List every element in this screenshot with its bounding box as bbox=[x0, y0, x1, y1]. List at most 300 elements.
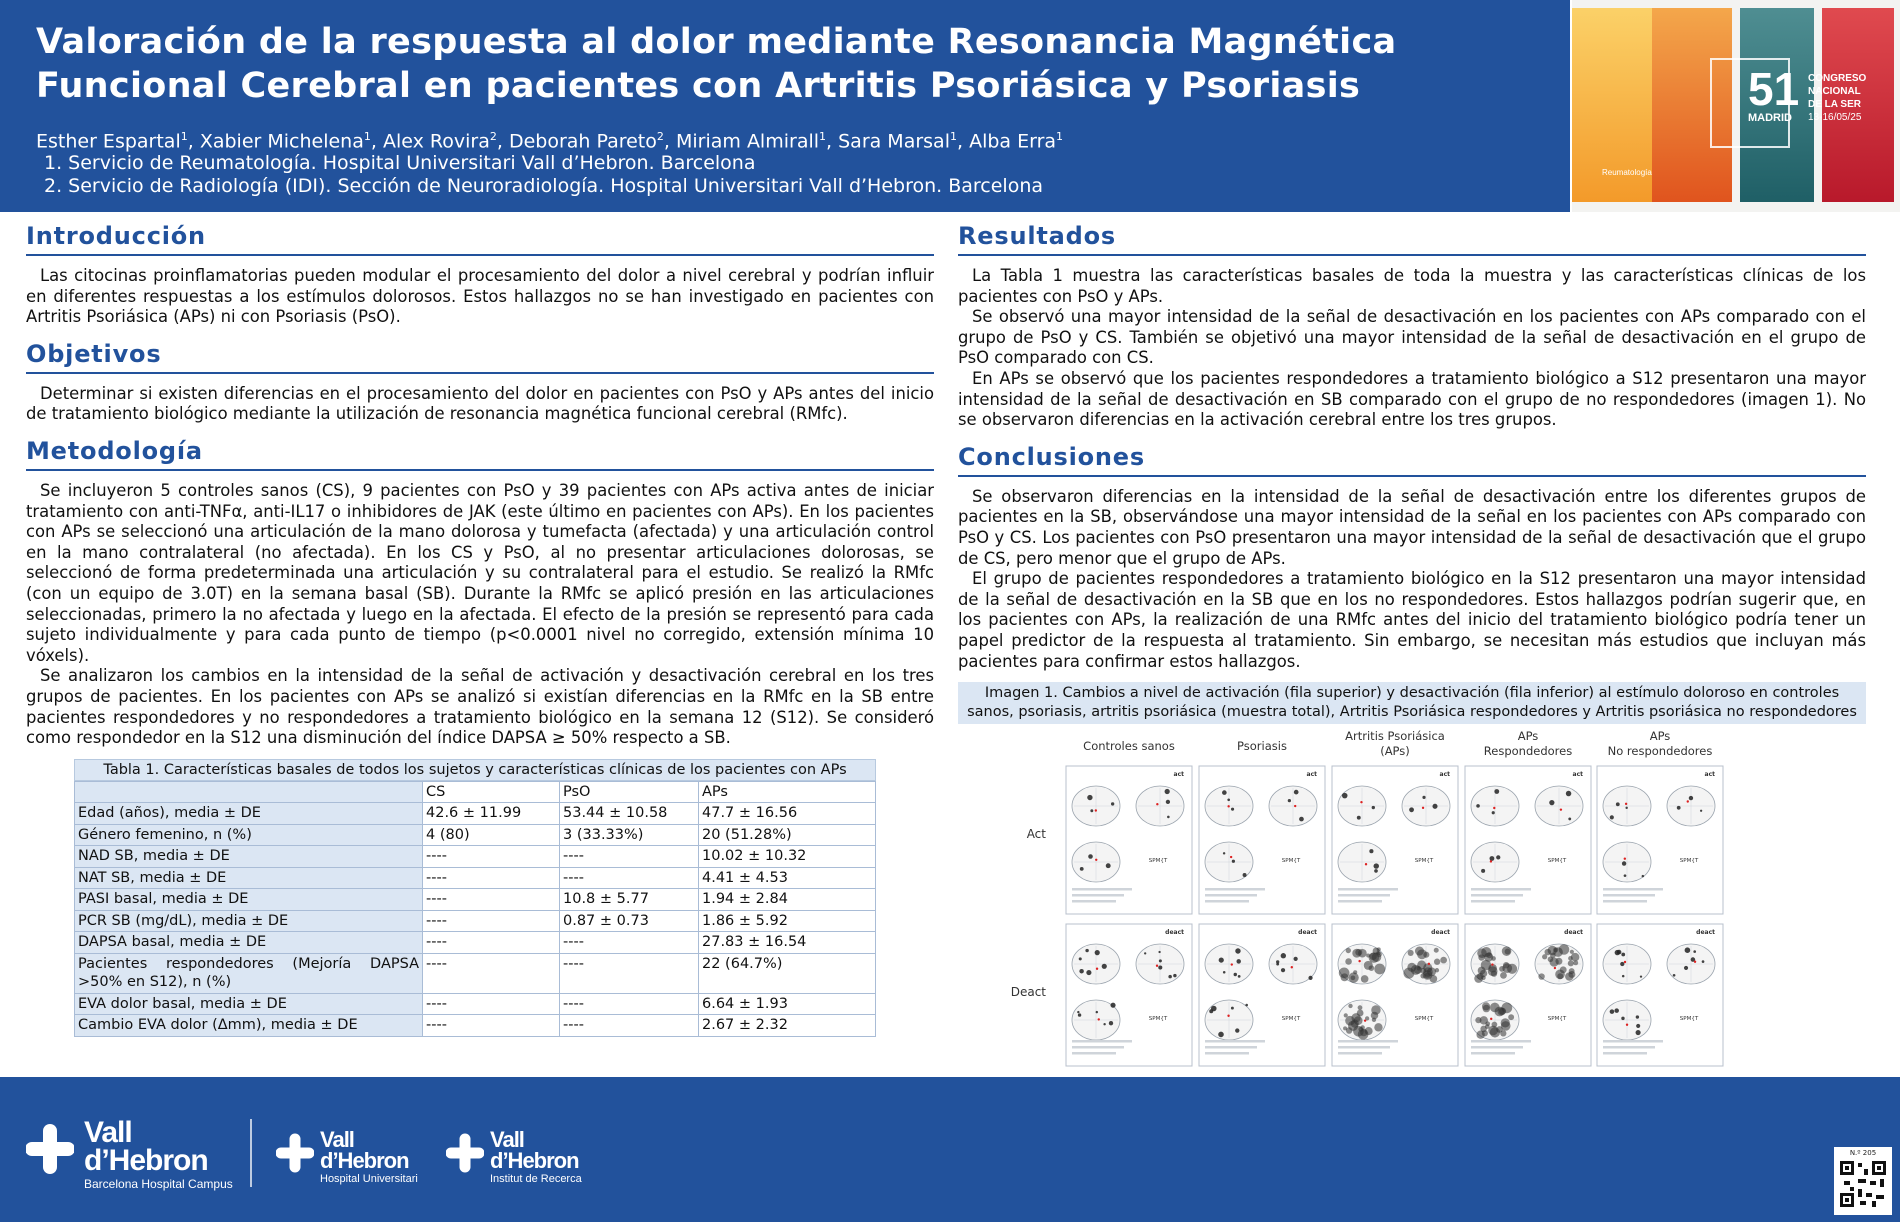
activation-blob bbox=[1096, 1011, 1098, 1013]
stats-text-line bbox=[1205, 894, 1257, 897]
logo1-line1: Vall bbox=[84, 1116, 132, 1149]
activation-blob bbox=[1364, 961, 1373, 970]
table-cell: 1.86 ± 5.92 bbox=[699, 910, 876, 932]
spm-label: SPM{T bbox=[1281, 858, 1301, 865]
stats-text-line bbox=[1338, 894, 1390, 897]
activation-blob bbox=[1090, 809, 1093, 812]
intro-text: Las citocinas proinflamatorias pueden modular el procesamiento del dolor a nivel cerebral y podrían influir en diferentes respuestas a los estímulos dolorosos. Estos hallazgos no se han investigado en pacientes con Artritis Psoriásica (APs) ni con Psoriasis (PsO). bbox=[26, 266, 934, 327]
figure-column-label: APs bbox=[1649, 729, 1671, 744]
figure-column-sublabel: Respondedores bbox=[1483, 744, 1573, 759]
cursor-marker bbox=[1491, 963, 1493, 965]
activation-blob bbox=[1571, 953, 1579, 961]
panel-tag: deact bbox=[1165, 929, 1184, 937]
logo3-line1: Vall bbox=[490, 1127, 524, 1152]
stats-text-line bbox=[1471, 1040, 1531, 1043]
panel-tag: act bbox=[1439, 771, 1450, 779]
cursor-marker bbox=[1554, 967, 1556, 969]
figure-row-label-deact: Deact bbox=[1010, 985, 1046, 1000]
activation-blob bbox=[1477, 949, 1487, 959]
vall-hebron-cross-icon bbox=[276, 1133, 314, 1173]
cursor-marker bbox=[1294, 805, 1296, 807]
table-header-cell: CS bbox=[423, 781, 560, 803]
stats-text-line bbox=[1603, 900, 1647, 903]
activation-blob bbox=[1553, 948, 1558, 953]
activation-blob bbox=[1475, 1017, 1481, 1023]
activation-blob bbox=[1677, 806, 1681, 810]
author-name: Alba Erra bbox=[969, 130, 1057, 153]
activation-blob bbox=[1500, 972, 1507, 979]
objectives-text: Determinar si existen diferencias en el procesamiento del dolor en pacientes con PsO y APs antes del inicio de tratamiento biológico mediante la utilización de resonancia magnética funcional cerebral (RMfc). bbox=[26, 383, 934, 424]
stats-text-line bbox=[1471, 894, 1523, 897]
activation-blob bbox=[1345, 1016, 1355, 1026]
table-1-caption: Tabla 1. Características basales de todos los sujetos y características clínicas de los pacientes con APs bbox=[74, 759, 876, 781]
cursor-marker bbox=[1625, 803, 1627, 805]
stats-text-line bbox=[1603, 1040, 1663, 1043]
activation-blob bbox=[1620, 962, 1624, 966]
table-row-label: PCR SB (mg/dL), media ± DE bbox=[75, 910, 423, 932]
figure-column-label: APs bbox=[1517, 729, 1539, 744]
activation-blob bbox=[1167, 816, 1170, 819]
cursor-marker bbox=[1364, 1020, 1366, 1022]
poster-number: N.º 205 bbox=[1849, 1149, 1877, 1157]
logo3-line2: d’Hebron bbox=[490, 1148, 579, 1173]
results-paragraph-2: Se observó una mayor intensidad de la señal de desactivación en los pacientes con APs comparado con el grupo de PsO y CS. También se objetivó una mayor intensidad de la señal de desactivación en el grupo de PsO comparado con CS. bbox=[958, 307, 1866, 368]
table-row-label: Edad (años), media ± DE bbox=[75, 803, 423, 825]
activation-blob bbox=[1508, 1014, 1514, 1020]
panel-tag: deact bbox=[1298, 929, 1317, 937]
activation-blob bbox=[1374, 1023, 1382, 1031]
table-cell: ---- bbox=[423, 993, 560, 1015]
author-list: Esther Espartal$^1$, Xabier Michelena$^1$, Alex Rovira$^2$, Deborah Pareto$^2$, Miriam Almirall$^1$, Sara Marsal$^1$, Alba Erra$^1$ bbox=[36, 130, 1064, 153]
activation-blob bbox=[1299, 817, 1304, 822]
table-cell: 20 (51.28%) bbox=[699, 824, 876, 846]
activation-blob bbox=[1088, 854, 1093, 859]
panel-tag: act bbox=[1572, 771, 1583, 779]
activation-blob bbox=[1111, 802, 1114, 805]
cursor-marker bbox=[1490, 1018, 1492, 1020]
activation-blob bbox=[1227, 799, 1230, 802]
activation-blob bbox=[1232, 860, 1235, 863]
activation-blob bbox=[1102, 964, 1107, 969]
activation-blob bbox=[1358, 1005, 1363, 1010]
table-cell: 42.6 ± 11.99 bbox=[423, 803, 560, 825]
activation-blob bbox=[1417, 960, 1426, 969]
activation-blob bbox=[1144, 952, 1146, 954]
table-cell: 22 (64.7%) bbox=[699, 953, 876, 993]
activation-blob bbox=[1440, 957, 1447, 964]
cursor-marker bbox=[1096, 968, 1098, 970]
conclusions-heading: Conclusiones bbox=[958, 443, 1866, 477]
activation-blob bbox=[1693, 950, 1696, 953]
table-row bbox=[75, 932, 876, 954]
table-row bbox=[75, 889, 876, 911]
cursor-marker bbox=[1230, 856, 1232, 858]
cursor-marker bbox=[1156, 803, 1158, 805]
activation-blob bbox=[1555, 970, 1565, 980]
activation-blob bbox=[1235, 948, 1240, 953]
stats-text-line bbox=[1205, 1046, 1257, 1049]
cursor-marker bbox=[1358, 960, 1360, 962]
figure-1-caption-line-1: Imagen 1. Cambios a nivel de activación (fila superior) y desactivación (fila inferior) al estímulo doloroso en controles bbox=[984, 685, 1840, 702]
activation-blob bbox=[1538, 973, 1544, 979]
activation-blob bbox=[1617, 950, 1622, 955]
activation-blob bbox=[1409, 807, 1414, 812]
activation-blob bbox=[1689, 796, 1693, 800]
author-name: Miriam Almirall bbox=[675, 130, 820, 153]
table-row bbox=[75, 953, 876, 993]
table-row-label: PASI basal, media ± DE bbox=[75, 889, 423, 911]
logo1-line2: d’Hebron bbox=[84, 1144, 208, 1177]
activation-blob bbox=[1086, 970, 1091, 975]
activation-blob bbox=[1106, 863, 1111, 868]
activation-blob bbox=[1158, 951, 1160, 953]
activation-blob bbox=[1357, 1010, 1364, 1017]
table-header-cell bbox=[75, 781, 423, 803]
activation-blob bbox=[1685, 948, 1691, 954]
stats-text-line bbox=[1338, 1040, 1398, 1043]
author-affiliation-mark: 1 bbox=[1056, 130, 1064, 143]
table-row-label: NAD SB, media ± DE bbox=[75, 846, 423, 868]
author-affiliation-mark: 1 bbox=[819, 130, 827, 143]
activation-blob bbox=[1374, 964, 1385, 975]
activation-blob bbox=[1308, 976, 1312, 980]
table-cell: 10.02 ± 10.32 bbox=[699, 846, 876, 868]
activation-blob bbox=[1276, 963, 1279, 966]
stats-text-line bbox=[1471, 1046, 1523, 1049]
figure-1 bbox=[958, 728, 1866, 1074]
cursor-marker bbox=[1095, 859, 1097, 861]
activation-blob bbox=[1219, 958, 1224, 963]
table-cell: 4 (80) bbox=[423, 824, 560, 846]
activation-blob bbox=[1636, 1015, 1639, 1018]
methods-paragraph-2: Se analizaron los cambios en la intensidad de la señal de activación y desactivación cerebral en los tres grupos de pacientes. En los pacientes con APs se analizó si existían diferencias en la RMfc en la SB entre pacientes respondedores y no respondedores a tratamiento biológico en la semana 12 (S12). Se consideró como respondedor en la S12 una disminución del índice DAPSA ≥ 50% respecto a SB. bbox=[26, 666, 934, 748]
activation-blob bbox=[1231, 808, 1234, 811]
activation-blob bbox=[1625, 807, 1627, 809]
table-row bbox=[75, 824, 876, 846]
activation-blob bbox=[1610, 1009, 1615, 1014]
cursor-marker bbox=[1095, 809, 1097, 811]
stats-text-line bbox=[1338, 1046, 1390, 1049]
activation-blob bbox=[1622, 975, 1625, 978]
activation-blob bbox=[1542, 954, 1547, 959]
stats-text-line bbox=[1603, 888, 1663, 891]
activation-blob bbox=[1346, 1027, 1353, 1034]
activation-blob bbox=[1622, 861, 1626, 865]
society-logo-text: Reumatología bbox=[1602, 168, 1652, 177]
activation-blob bbox=[1165, 789, 1170, 794]
cursor-marker bbox=[1694, 961, 1696, 963]
table-1 bbox=[74, 759, 876, 1037]
cursor-marker bbox=[1291, 966, 1293, 968]
activation-blob bbox=[1245, 1004, 1248, 1007]
activation-blob bbox=[1566, 791, 1571, 796]
activation-blob bbox=[1166, 800, 1170, 804]
activation-blob bbox=[1503, 962, 1509, 968]
author-affiliation-mark: 2 bbox=[656, 130, 664, 143]
activation-blob bbox=[1498, 1008, 1506, 1016]
table-cell: 10.8 ± 5.77 bbox=[560, 889, 699, 911]
activation-blob bbox=[1223, 971, 1226, 974]
activation-blob bbox=[1684, 966, 1688, 970]
activation-blob bbox=[1568, 960, 1574, 966]
panel-tag: act bbox=[1173, 771, 1184, 779]
cursor-marker bbox=[1227, 1015, 1229, 1017]
brain-panel bbox=[1199, 924, 1325, 1066]
table-row-label: Cambio EVA dolor (Δmm), media ± DE bbox=[75, 1015, 423, 1037]
activation-blob bbox=[1559, 944, 1570, 955]
stats-text-line bbox=[1603, 1052, 1647, 1055]
stats-text-line bbox=[1072, 888, 1132, 891]
table-cell: 6.64 ± 1.93 bbox=[699, 993, 876, 1015]
table-header-cell: PsO bbox=[560, 781, 699, 803]
conclusions-paragraph-1: Se observaron diferencias en la intensidad de la señal de desactivación entre los diferentes grupos de pacientes en la SB, observándose una mayor intensidad de la señal en los pacientes con APs comparado con PsO y CS. Los pacientes con PsO presentaron una mayor intensidad de la señal de desactivación que el grupo de CS, pero menor que el grupo de APs. bbox=[958, 486, 1866, 568]
figure-1-brain-panels bbox=[958, 728, 1866, 1074]
logo1-subtitle: Barcelona Hospital Campus bbox=[84, 1177, 233, 1191]
cursor-marker bbox=[1428, 963, 1430, 965]
activation-blob bbox=[1374, 869, 1378, 873]
activation-blob bbox=[1355, 949, 1362, 956]
cursor-marker bbox=[1490, 860, 1492, 862]
spm-label: SPM{T bbox=[1281, 1016, 1301, 1023]
cursor-marker bbox=[1227, 805, 1229, 807]
activation-blob bbox=[1636, 1024, 1640, 1028]
panel-tag: deact bbox=[1431, 929, 1450, 937]
activation-blob bbox=[1095, 950, 1100, 955]
activation-blob bbox=[1372, 953, 1381, 962]
table-row bbox=[75, 803, 876, 825]
activation-blob bbox=[1231, 1007, 1234, 1010]
activation-blob bbox=[1173, 974, 1176, 977]
spm-label: SPM{T bbox=[1547, 1016, 1567, 1023]
table-cell: 3 (33.33%) bbox=[560, 824, 699, 846]
stats-text-line bbox=[1205, 888, 1265, 891]
activation-blob bbox=[1168, 975, 1172, 979]
table-header-cell: APs bbox=[699, 781, 876, 803]
table-cell: 1.94 ± 2.84 bbox=[699, 889, 876, 911]
activation-blob bbox=[1570, 950, 1574, 954]
qr-code-icon bbox=[1840, 1161, 1886, 1207]
activation-blob bbox=[1374, 863, 1379, 868]
table-cell: ---- bbox=[423, 953, 560, 993]
stats-text-line bbox=[1072, 1046, 1124, 1049]
table-cell: 47.7 ± 16.56 bbox=[699, 803, 876, 825]
activation-blob bbox=[1281, 968, 1285, 972]
author-name: Xabier Michelena bbox=[199, 130, 364, 153]
figure-column-sublabel: No respondedores bbox=[1607, 744, 1713, 759]
activation-blob bbox=[1238, 975, 1241, 978]
cursor-marker bbox=[1560, 809, 1562, 811]
table-cell: 27.83 ± 16.54 bbox=[699, 932, 876, 954]
cursor-marker bbox=[1360, 801, 1362, 803]
activation-blob bbox=[1568, 971, 1575, 978]
activation-blob bbox=[1423, 952, 1429, 958]
stats-text-line bbox=[1603, 894, 1655, 897]
stats-text-line bbox=[1205, 1052, 1249, 1055]
spm-label: SPM{T bbox=[1414, 858, 1434, 865]
activation-blob bbox=[1489, 856, 1494, 861]
table-cell: ---- bbox=[560, 846, 699, 868]
spm-label: SPM{T bbox=[1679, 1016, 1699, 1023]
activation-blob bbox=[1345, 958, 1352, 965]
activation-blob bbox=[1481, 869, 1485, 873]
poster-title-line-1: Valoración de la respuesta al dolor mediante Resonancia Magnética bbox=[36, 22, 1397, 62]
activation-blob bbox=[1673, 974, 1676, 977]
stats-text-line bbox=[1072, 1052, 1116, 1055]
activation-blob bbox=[1621, 1017, 1624, 1020]
right-column bbox=[958, 222, 1866, 1074]
activation-blob bbox=[1369, 849, 1373, 853]
activation-blob bbox=[1087, 795, 1092, 800]
stats-text-line bbox=[1072, 900, 1116, 903]
stats-text-line bbox=[1338, 900, 1382, 903]
activation-blob bbox=[1222, 790, 1227, 795]
brain-panel bbox=[1597, 924, 1723, 1066]
table-cell: ---- bbox=[560, 932, 699, 954]
brain-panel bbox=[1465, 924, 1591, 1066]
activation-blob bbox=[1702, 960, 1705, 963]
spm-label: SPM{T bbox=[1679, 858, 1699, 865]
cursor-marker bbox=[1624, 961, 1626, 963]
activation-blob bbox=[1223, 852, 1225, 854]
congress-city: MADRID bbox=[1748, 112, 1792, 124]
table-cell: ---- bbox=[560, 953, 699, 993]
table-cell: ---- bbox=[423, 867, 560, 889]
activation-blob bbox=[1209, 1009, 1213, 1013]
brain-panel bbox=[1066, 924, 1192, 1066]
activation-blob bbox=[1109, 1021, 1113, 1025]
activation-blob bbox=[1351, 976, 1356, 981]
table-row bbox=[75, 867, 876, 889]
logo2-line2: d’Hebron bbox=[320, 1148, 409, 1173]
author-affiliation-mark: 1 bbox=[363, 130, 371, 143]
activation-blob bbox=[1636, 1030, 1641, 1035]
author-name: Deborah Pareto bbox=[508, 130, 657, 153]
cursor-marker bbox=[1231, 963, 1233, 965]
activation-blob bbox=[1218, 1032, 1224, 1038]
table-cell: ---- bbox=[560, 1015, 699, 1037]
table-cell: 0.87 ± 0.73 bbox=[560, 910, 699, 932]
stats-text-line bbox=[1072, 1040, 1132, 1043]
footer-divider bbox=[250, 1119, 252, 1187]
activation-blob bbox=[1361, 975, 1369, 983]
cursor-marker bbox=[1365, 863, 1367, 865]
activation-blob bbox=[1078, 1013, 1081, 1016]
activation-blob bbox=[1281, 953, 1286, 958]
activation-blob bbox=[1422, 796, 1425, 799]
activation-blob bbox=[1621, 953, 1625, 957]
stats-text-line bbox=[1471, 900, 1515, 903]
table-cell: ---- bbox=[423, 910, 560, 932]
activation-blob bbox=[1502, 946, 1512, 956]
activation-blob bbox=[1079, 957, 1082, 960]
figure-1-caption bbox=[958, 682, 1866, 724]
cursor-marker bbox=[1626, 1024, 1628, 1026]
activation-blob bbox=[1480, 970, 1487, 977]
activation-blob bbox=[1492, 1022, 1498, 1028]
activation-blob bbox=[1079, 969, 1084, 974]
poster-header bbox=[0, 0, 1570, 212]
figure-column-label: Psoriasis bbox=[1237, 739, 1287, 754]
activation-blob bbox=[1288, 799, 1291, 802]
activation-blob bbox=[1348, 1004, 1352, 1008]
results-paragraph-3: En APs se observó que los pacientes respondedores a tratamiento biológico a S12 presentaron una mayor intensidad de la señal de desactivación en SB comparado con el grupo de no respondedores (imagen 1). No se observaron diferencias en la activación cerebral entre los tres grupos. bbox=[958, 368, 1866, 430]
cursor-marker bbox=[1098, 1018, 1100, 1020]
activation-blob bbox=[1500, 1030, 1506, 1036]
activation-blob bbox=[1550, 958, 1559, 967]
activation-blob bbox=[1294, 790, 1299, 795]
panel-tag: act bbox=[1704, 771, 1715, 779]
activation-blob bbox=[1085, 949, 1088, 952]
panel-tag: deact bbox=[1564, 929, 1583, 937]
objectives-heading: Objetivos bbox=[26, 340, 934, 374]
table-cell: ---- bbox=[423, 846, 560, 868]
activation-blob bbox=[1341, 973, 1349, 981]
author-affiliation-mark: 1 bbox=[949, 130, 957, 143]
activation-blob bbox=[1700, 810, 1702, 812]
methods-paragraph-1: Se incluyeron 5 controles sanos (CS), 9 pacientes con PsO y 39 pacientes con APs activa antes de iniciar tratamiento con anti-TNFα, anti-IL17 o inhibidores de JAK (este último en pacientes con APs). En los pacientes con APs se seleccionó una articulación de la mano dolorosa y tumefacta (afectada) y una articulación control en la mano contralateral (no afectada). En los CS y PsO, al no presentar articulaciones dolorosas, se seleccionó de forma predeterminada una articulación y su contralateral para el estudio. Se realizó la RMfc (con un equipo de 3.0T) en la semana basal (SB). Durante la RMfc se aplicó presión en las articulaciones seleccionadas, primero la no afectada y luego en la afectada. El efecto de la presión se representó para cada sujeto individualmente y para cada punto de tiempo (p<0.0001 nivel no corregido, extensión mínima 10 vóxels). bbox=[26, 480, 934, 665]
activation-blob bbox=[1077, 1011, 1079, 1013]
activation-blob bbox=[1616, 802, 1620, 806]
table-cell: ---- bbox=[560, 993, 699, 1015]
logo2-subtitle: Hospital Universitari bbox=[320, 1173, 418, 1185]
activation-blob bbox=[1372, 806, 1375, 809]
activation-blob bbox=[1610, 815, 1614, 819]
congress-dates: 13-16/05/25 bbox=[1808, 112, 1862, 123]
stats-text-line bbox=[1338, 888, 1398, 891]
activation-blob bbox=[1346, 948, 1351, 953]
table-row-label: Género femenino, n (%) bbox=[75, 824, 423, 846]
activation-blob bbox=[1496, 855, 1500, 859]
qr-code[interactable] bbox=[1834, 1147, 1892, 1215]
author-name: Esther Espartal bbox=[36, 130, 181, 153]
activation-blob bbox=[1568, 818, 1571, 821]
table-cell: 53.44 ± 10.58 bbox=[560, 803, 699, 825]
stats-text-line bbox=[1471, 1052, 1515, 1055]
table-row-label: DAPSA basal, media ± DE bbox=[75, 932, 423, 954]
methods-heading: Metodología bbox=[26, 437, 934, 471]
cursor-marker bbox=[1687, 800, 1689, 802]
activation-blob bbox=[1494, 789, 1499, 794]
spm-label: SPM{T bbox=[1414, 1016, 1434, 1023]
author-affiliation-mark: 2 bbox=[489, 130, 497, 143]
cursor-marker bbox=[1422, 807, 1424, 809]
table-row bbox=[75, 910, 876, 932]
activation-blob bbox=[1415, 947, 1424, 956]
congress-name: CONGRESO NACIONAL DE LA SER bbox=[1808, 73, 1867, 110]
stats-text-line bbox=[1205, 1040, 1265, 1043]
conclusions-paragraph-2: El grupo de pacientes respondedores a tratamiento biológico en la S12 presentaron una mayor intensidad de la señal de desactivación en la SB que en los no respondedores. Estos hallazgos podrían sugerir que, en los pacientes con APs, la realización de una RMfc antes del inicio del tratamiento biológico podría tener un papel predictor de la respuesta al tratamiento. Sin embargo, se necesitan más estudios que incluyan más pacientes para confirmar estos hallazgos. bbox=[958, 569, 1866, 671]
figure-column-label: Controles sanos bbox=[1083, 739, 1175, 754]
activation-blob bbox=[1158, 966, 1162, 970]
table-row bbox=[75, 993, 876, 1015]
author-name: Sara Marsal bbox=[838, 130, 950, 153]
activation-blob bbox=[1486, 952, 1492, 958]
stats-text-line bbox=[1471, 888, 1531, 891]
activation-blob bbox=[1432, 804, 1437, 809]
activation-blob bbox=[1294, 957, 1298, 961]
activation-blob bbox=[1614, 1008, 1618, 1012]
activation-blob bbox=[1354, 1016, 1363, 1025]
vall-hebron-cross-icon bbox=[26, 1123, 74, 1175]
activation-blob bbox=[1435, 968, 1439, 972]
intro-heading: Introducción bbox=[26, 222, 934, 256]
panel-tag: act bbox=[1306, 771, 1317, 779]
activation-blob bbox=[1642, 875, 1644, 877]
spm-label: SPM{T bbox=[1148, 1016, 1168, 1023]
activation-blob bbox=[1624, 874, 1627, 877]
spm-label: SPM{T bbox=[1148, 858, 1168, 865]
activation-blob bbox=[1360, 1029, 1368, 1037]
